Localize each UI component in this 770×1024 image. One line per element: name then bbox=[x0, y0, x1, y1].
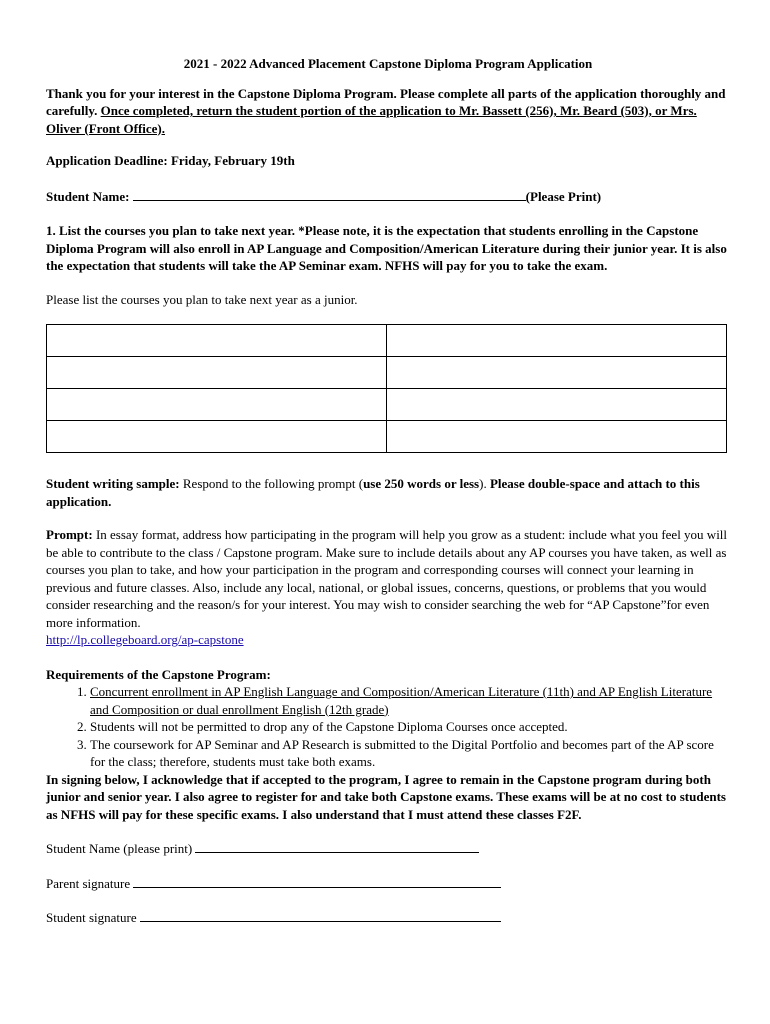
question-1: 1. List the courses you plan to take next year. *Please note, it is the expectation that students enrolling in the Capstone Diploma Program will also enroll in AP Language and Composition/American Literature during their junior year. It is also the expectation that students will take the AP Seminar exam. NFHS will pay for you to take the exam. bbox=[46, 223, 727, 273]
courses-table bbox=[46, 324, 727, 453]
course-cell[interactable] bbox=[47, 357, 387, 389]
writing-sample-after: ). bbox=[479, 476, 490, 491]
list-item bbox=[90, 718, 730, 736]
student-print-name-label: Student Name (please print) bbox=[46, 841, 193, 856]
prompt-text: In essay format, address how participating in the program will help you grow as a student: include what you feel you will be able to contribute to the class / Capstone program. Make sure to include details about any AP courses you have taken, as well as courses you plan to take, and how your participation in the program and corresponding courses will connect your learning in previous and future classes. Also, include any local, national, or global issues, concerns, questions, or problems that you would consider researching and the reason/s for your interest. You may wish to consider searching the web for “AP Capstone”for even more information. bbox=[46, 527, 728, 630]
parent-signature-input[interactable] bbox=[133, 875, 501, 888]
requirements-section bbox=[46, 666, 730, 771]
course-cell[interactable] bbox=[47, 325, 387, 357]
table-row bbox=[47, 357, 727, 389]
student-print-name-input[interactable] bbox=[195, 840, 479, 853]
essay-prompt bbox=[46, 526, 730, 649]
requirements-heading: Requirements of the Capstone Program: bbox=[46, 666, 271, 682]
student-signature-input[interactable] bbox=[140, 909, 501, 922]
student-name-label: Student Name: bbox=[46, 188, 130, 204]
student-signature-label: Student signature bbox=[46, 910, 137, 925]
course-cell[interactable] bbox=[47, 389, 387, 421]
writing-sample-text: Respond to the following prompt ( bbox=[179, 476, 364, 491]
course-cell[interactable] bbox=[387, 389, 727, 421]
student-name-input[interactable] bbox=[133, 188, 526, 201]
course-cell[interactable] bbox=[387, 325, 727, 357]
application-deadline: Application Deadline: Friday, February 19th bbox=[46, 153, 295, 168]
course-cell[interactable] bbox=[47, 421, 387, 453]
requirement-text: Students will not be permitted to drop any of the Capstone Diploma Courses once accepted. bbox=[90, 719, 568, 734]
course-cell[interactable] bbox=[387, 357, 727, 389]
writing-sample-instructions bbox=[46, 475, 730, 510]
course-cell[interactable] bbox=[387, 421, 727, 453]
table-row bbox=[47, 325, 727, 357]
requirements-list bbox=[46, 683, 730, 771]
courses-instruction: Please list the courses you plan to take next year as a junior. bbox=[46, 291, 358, 307]
table-row bbox=[47, 389, 727, 421]
ap-capstone-link[interactable]: http://lp.collegeboard.org/ap-capstone bbox=[46, 632, 244, 647]
prompt-label: Prompt: bbox=[46, 527, 93, 542]
list-item bbox=[90, 736, 730, 771]
requirement-text: Concurrent enrollment in AP English Language and Composition/American Literature (11th) and AP English Literature and Composition or dual enrollment English (12th grade) bbox=[90, 684, 713, 717]
page-title: 2021 - 2022 Advanced Placement Capstone Diploma Program Application bbox=[183, 56, 593, 71]
student-name-row bbox=[46, 188, 730, 206]
parent-signature-label: Parent signature bbox=[46, 875, 131, 891]
requirement-text: The coursework for AP Seminar and AP Research is submitted to the Digital Portfolio and becomes part of the AP score for the class; therefore, students must take both exams. bbox=[90, 736, 714, 769]
parent-signature-row bbox=[46, 875, 730, 893]
intro-text: Thank you for your interest in the Capstone Diploma Program. Please complete all parts of the application thoroughly and carefully. bbox=[46, 85, 726, 118]
attach-instruction: Please double-space and attach to this application. bbox=[46, 476, 700, 509]
intro-paragraph bbox=[46, 85, 730, 138]
student-print-name-row bbox=[46, 840, 730, 858]
acknowledgement: In signing below, I acknowledge that if accepted to the program, I agree to remain in the Capstone program during both junior and senior year. I also agree to register for and take both Capstone exams. These exams will be at no cost to students as NFHS will pay for these specific exams. I also understand that I must attend these classes F2F. bbox=[46, 771, 726, 822]
signature-section bbox=[46, 840, 730, 927]
list-item bbox=[90, 683, 730, 718]
student-name-suffix: (Please Print) bbox=[525, 188, 602, 204]
intro-return-instructions: Once completed, return the student portion of the application to Mr. Bassett (256), Mr. Beard (503), or Mrs. Oliver (Front Office). bbox=[46, 103, 697, 136]
writing-sample-label: Student writing sample: bbox=[46, 476, 180, 491]
student-signature-row bbox=[46, 909, 730, 927]
table-row bbox=[47, 421, 727, 453]
application-page bbox=[46, 55, 730, 944]
word-limit: use 250 words or less bbox=[363, 476, 480, 491]
